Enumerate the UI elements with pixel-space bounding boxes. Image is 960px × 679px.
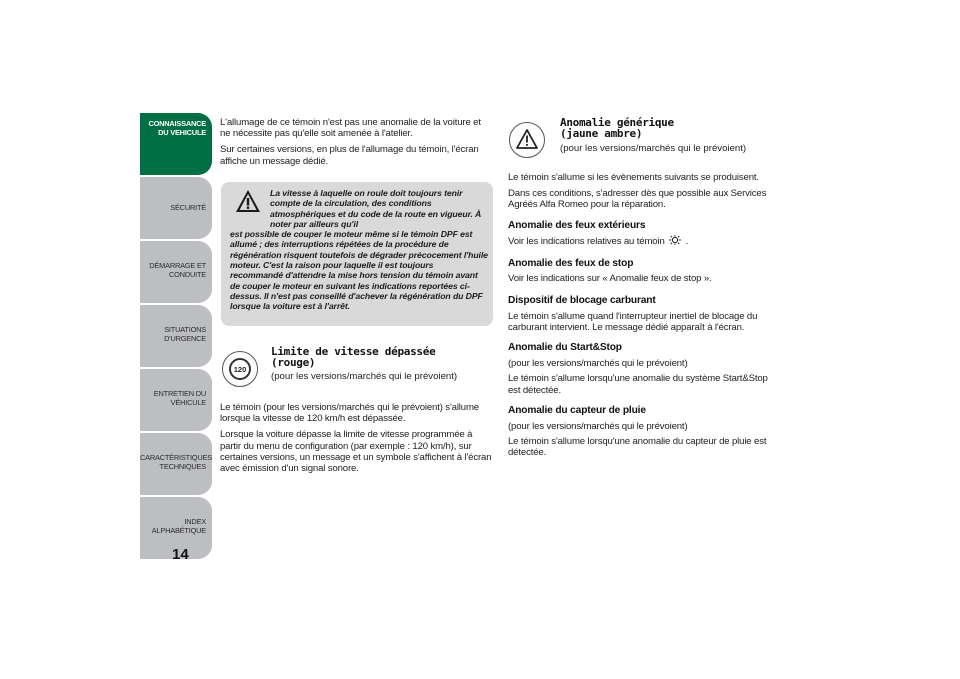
warning-lead: La vitesse à laquelle on roule doit toujours tenir compte de la circulation, des conditions atmosphériques et du code de la route en vigueur. À noter par ailleurs qu'il [270,188,482,229]
generic-fault-indicator-icon [509,122,545,158]
paragraph: Voir les indications sur « Anomalie feux de stop ». [508,273,712,285]
tab-label: INDEX [184,517,206,526]
generic-fault-subtitle: (pour les versions/marchés qui le prévoient) [560,143,747,154]
right-column-body [508,172,778,464]
generic-fault-title [560,117,674,139]
heading-fuel-cutoff: Dispositif de blocage carburant [508,295,656,307]
tab-label: CARACTÉRISTIQUES [140,453,212,462]
text: Voir les indications relatives au témoin [508,235,665,247]
heading-rain-sensor: Anomalie du capteur de pluie [508,404,646,416]
heading-stop-lights: Anomalie des feux de stop [508,258,634,270]
speed-limit-indicator-icon [222,351,258,387]
exterior-light-fault-icon [668,235,682,245]
tab-securite[interactable] [140,177,212,239]
paragraph: Le témoin s'allume lorsqu'une anomalie du système Start&Stop est détectée. [508,373,768,396]
title-line: Limite de vitesse dépassée [271,345,436,358]
subtitle: (pour les versions/marchés qui le prévoient) [508,421,688,433]
tab-situations-d-urgence[interactable] [140,305,212,367]
left-column-intro [220,117,492,172]
tab-label: ENTRETIEN DU [153,389,206,398]
title-line: (jaune ambre) [560,127,643,140]
paragraph: Sur certaines versions, en plus de l'allumage du témoin, l'écran affiche un message dédié. [220,144,479,167]
page-number: 14 [172,546,189,563]
speed-limit-value: 120 [233,364,246,374]
paragraph [508,235,778,247]
speed-limit-title [271,346,435,368]
warning-body: est possible de couper le moteur même si le témoin DPF est allumé ; des interruptions répétées de la procédure de régénération risquent toutefois de dégrader précocement l'huile moteur. C'est la raison pour laquelle il est toujours recommandé d'attendre la mise hors tension du témoin avant de couper le moteur en suivant les indications reportées ci-dessus. Il n'est pas conseillé d'achever la régénération du DPF lorsque la voiture est à l'arrêt. [230,229,488,312]
heading-exterior-lights: Anomalie des feux extérieurs [508,219,646,231]
tab-label: TECHNIQUES [159,462,206,471]
paragraph: Le témoin (pour les versions/marchés qui le prévoient) s'allume lorsque la vitesse de 120 km/h est dépassée. [220,402,479,425]
paragraph: Le témoin s'allume quand l'interrupteur inertiel de blocage du carburant intervient. Le message dédié apparaît à l'écran. [508,310,758,333]
paragraph: Dans ces conditions, s'adresser dès que possible aux Services Agréés Alfa Romeo pour la réparation. [508,188,767,211]
left-column-speed-text [220,402,492,479]
tab-label: CONNAISSANCE [148,119,206,128]
text: . [685,235,689,247]
tab-demarrage-et-conduite[interactable] [140,241,212,303]
tab-label: VÉHICULE [170,398,206,407]
tab-label: ALPHABÉTIQUE [151,526,206,535]
tab-label: SÉCURITÉ [170,203,206,212]
warning-box [221,182,493,326]
speed-limit-subtitle: (pour les versions/marchés qui le prévoient) [271,371,458,382]
tab-label: D'URGENCE [164,334,206,343]
tab-caracteristiques-techniques[interactable] [140,433,212,495]
paragraph: Le témoin s'allume lorsqu'une anomalie du capteur de pluie est détectée. [508,436,767,459]
paragraph: Le témoin s'allume si les évènements suivants se produisent. [508,172,759,183]
tab-label: SITUATIONS [164,325,206,334]
title-line: (rouge) [271,356,316,369]
tab-connaissance-du-vehicule[interactable] [140,113,212,175]
subtitle: (pour les versions/marchés qui le prévoient) [508,358,688,370]
warning-text [230,188,488,312]
tab-entretien-du-vehicule[interactable] [140,369,212,431]
title-line: Anomalie générique [560,116,674,129]
tab-label: CONDUITE [169,270,206,279]
tab-label: DU VEHICULE [158,128,206,137]
paragraph: Lorsque la voiture dépasse la limite de vitesse programmée à partir du menu de configuration (par exemple : 120 km/h), sur certaines versions, un message et un symbole s'affichent à l'écran avec émission d'un signal sonore. [220,429,492,475]
paragraph: L'allumage de ce témoin n'est pas une anomalie de la voiture et ne nécessite pas qu'elle soit amenée à l'atelier. [220,117,481,140]
heading-start-stop: Anomalie du Start&Stop [508,342,622,354]
tab-label: DÉMARRAGE ET [149,261,206,270]
